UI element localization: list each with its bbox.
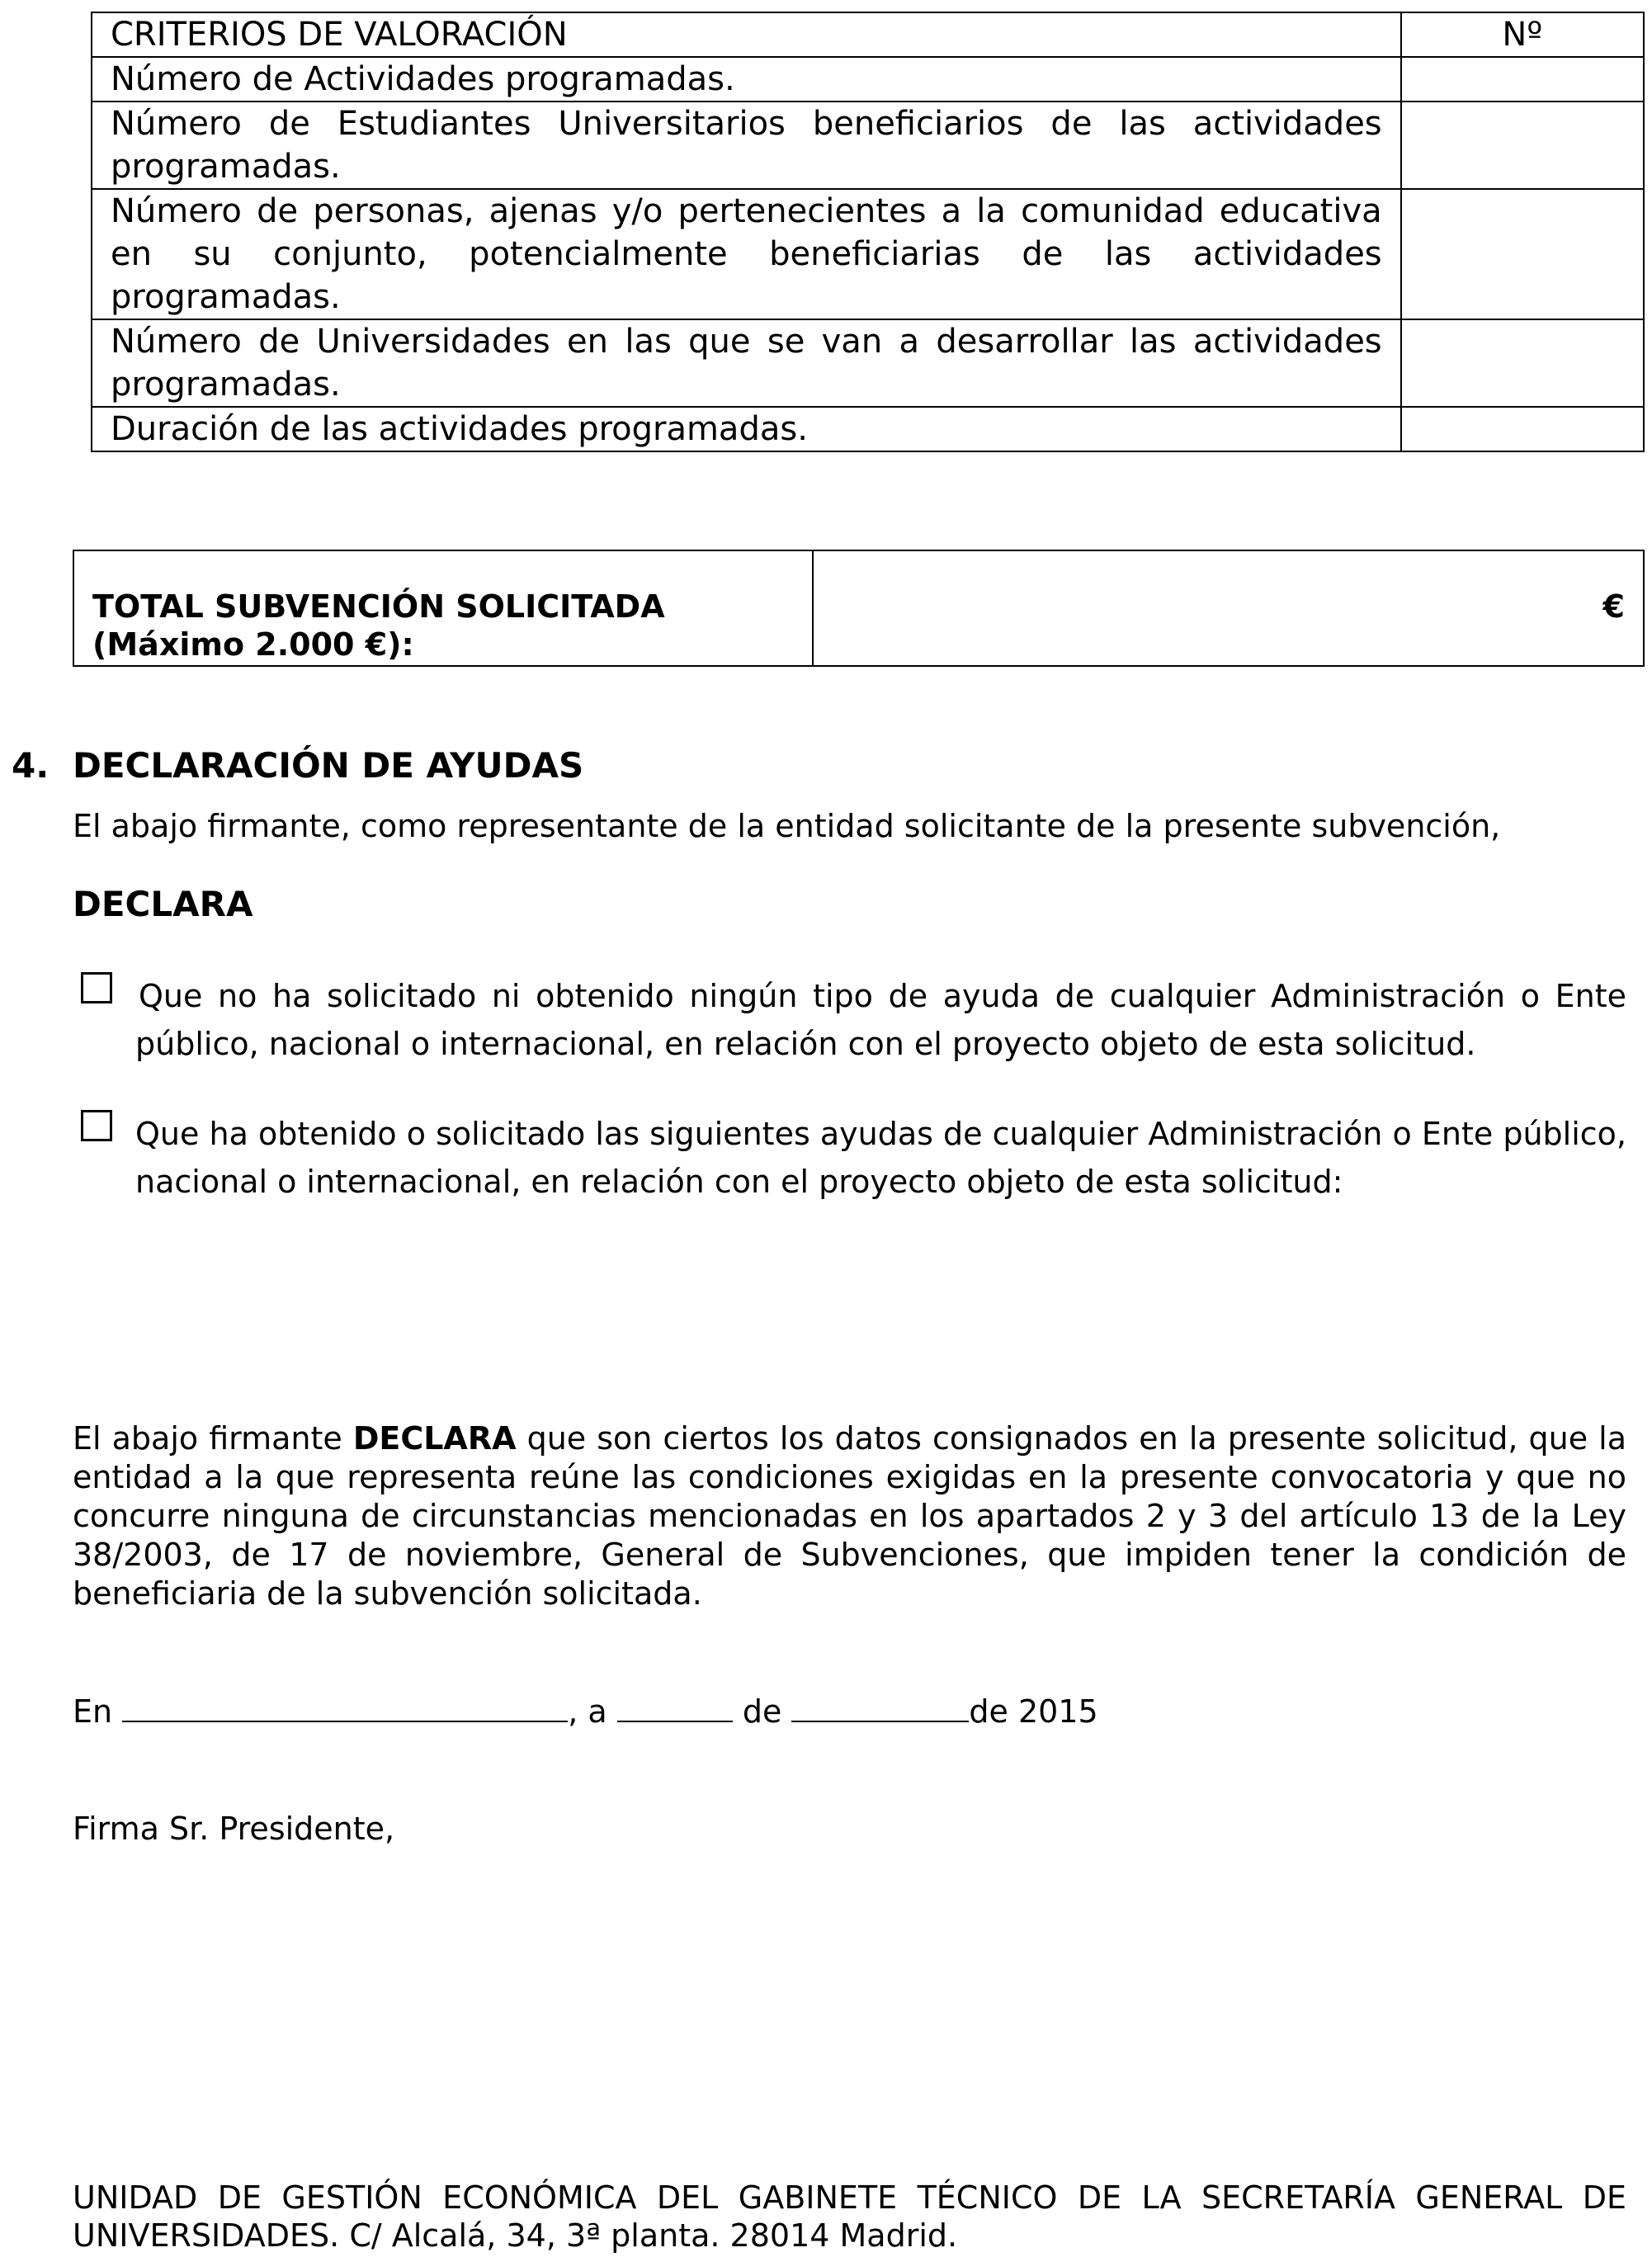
table-row <box>92 407 1644 451</box>
section-title: DECLARACIÓN DE AYUDAS <box>73 745 584 786</box>
total-subsidy-table <box>73 550 1645 667</box>
total-subsidy-label-line1: TOTAL SUBVENCIÓN SOLICITADA <box>92 588 665 625</box>
day-blank[interactable] <box>617 1688 733 1722</box>
option-has-aid-line2: nacional o internacional, en relación con el proyecto objeto de esta solicitud: <box>135 1164 1343 1200</box>
section-number: 4. <box>12 745 50 786</box>
criteria-row-value[interactable] <box>1401 57 1644 102</box>
footer-address: UNIDAD DE GESTIÓN ECONÓMICA DEL GABINETE TÉCNICO DE LA SECRETARÍA GENERAL DE UNIVERSIDADES. C/ Alcalá, 34, 3ª planta. 28014 Madrid. <box>73 2179 1626 2254</box>
checkbox-no-aid[interactable] <box>81 972 112 1003</box>
declaration-bold: DECLARA <box>352 1420 517 1457</box>
section-intro: El abajo firmante, como representante de la entidad solicitante de la presente subvención, <box>73 808 1501 844</box>
place-blank[interactable] <box>122 1688 568 1722</box>
criteria-table <box>91 12 1645 452</box>
criteria-row-value[interactable] <box>1401 189 1644 319</box>
euro-symbol: € <box>1602 588 1625 625</box>
criteria-row-label: Número de personas, ajenas y/o pertenecientes a la comunidad educativa en su conjunto, potencialmente beneficiarias de las actividades programadas. <box>92 189 1401 319</box>
criteria-header-num: Nº <box>1401 12 1644 57</box>
criteria-header-row <box>92 12 1644 57</box>
total-subsidy-amount-field[interactable] <box>813 550 1644 666</box>
declaration-rest: que son ciertos los datos consignados en la presente solicitud, que la entidad a la que representa reúne las condiciones exigidas en la presente convocatoria y que no concurre ninguna de circunstancias mencionadas en los apartados 2 y 3 del artículo 13 de la Ley 38/2003, de 17 de noviembre, General de Subvenciones, que impiden tener la condición de beneficiaria de la subvención solicitada. <box>73 1420 1626 1612</box>
criteria-header-label: CRITERIOS DE VALORACIÓN <box>92 12 1401 57</box>
criteria-row-label: Número de Universidades en las que se van a desarrollar las actividades programadas. <box>92 319 1401 407</box>
table-row <box>92 102 1644 189</box>
option-has-aid-line1: Que ha obtenido o solicitado las siguientes ayudas de cualquier Administración o Ente público, <box>135 1116 1626 1152</box>
declaration-paragraph <box>73 1419 1626 1613</box>
signature-label: Firma Sr. Presidente, <box>73 1811 395 1847</box>
place-en: En <box>73 1693 113 1730</box>
table-row <box>92 319 1644 407</box>
table-row <box>92 57 1644 102</box>
month-blank[interactable] <box>791 1688 969 1722</box>
criteria-row-label: Número de Actividades programadas. <box>92 57 1401 102</box>
checkbox-has-aid[interactable] <box>81 1110 112 1141</box>
option-no-aid-line2: público, nacional o internacional, en relación con el proyecto objeto de esta solicitud. <box>135 1026 1476 1062</box>
declara-heading: DECLARA <box>73 884 253 924</box>
total-subsidy-label-line2: (Máximo 2.000 €): <box>92 626 414 663</box>
declaration-prefix: El abajo firmante <box>73 1420 353 1457</box>
total-subsidy-label <box>73 550 813 666</box>
criteria-row-value[interactable] <box>1401 407 1644 451</box>
place-date-line <box>73 1688 1098 1735</box>
criteria-row-label: Número de Estudiantes Universitarios beneficiarios de las actividades programadas. <box>92 102 1401 189</box>
criteria-row-value[interactable] <box>1401 319 1644 407</box>
option-no-aid-line1: Que no ha solicitado ni obtenido ningún tipo de ayuda de cualquier Administración o Ente <box>139 978 1626 1014</box>
year-label: de 2015 <box>969 1693 1098 1730</box>
table-row <box>92 189 1644 319</box>
criteria-row-value[interactable] <box>1401 102 1644 189</box>
comma-a: , a <box>568 1693 607 1730</box>
de-label: de <box>742 1693 782 1730</box>
criteria-row-label: Duración de las actividades programadas. <box>92 407 1401 451</box>
